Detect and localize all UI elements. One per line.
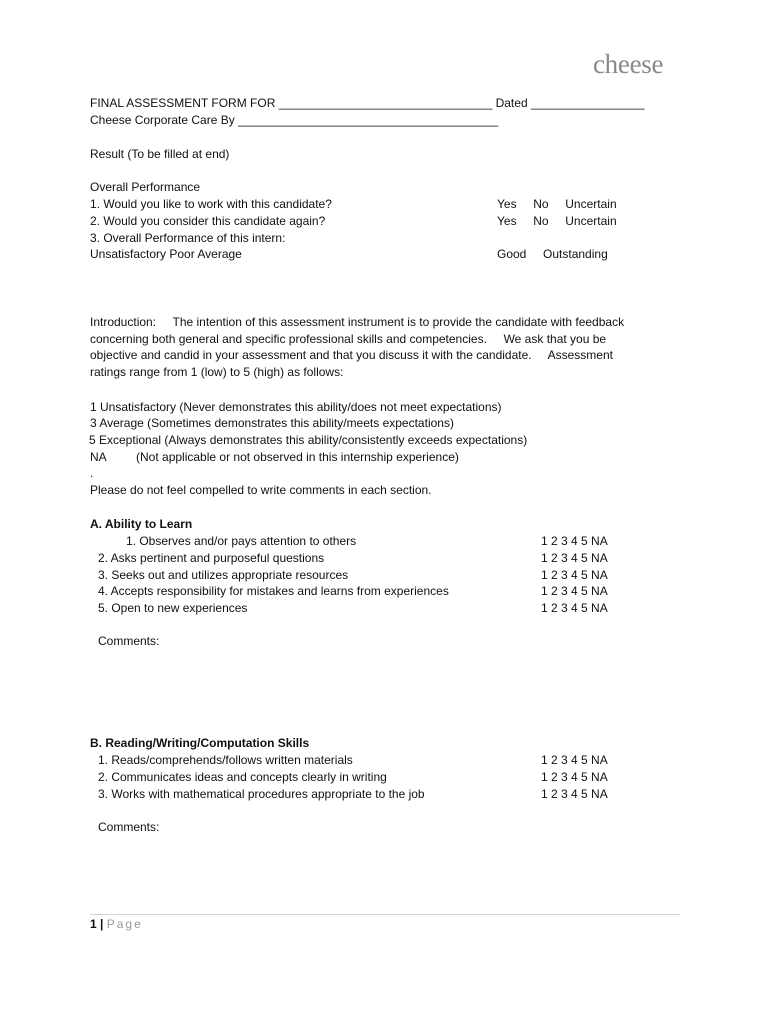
performance-scale-right: Good Outstanding xyxy=(497,247,608,261)
rating-1: 1 Unsatisfactory (Never demonstrates this ability/does not meet expectations) xyxy=(90,400,502,414)
rating-na: NA (Not applicable or not observed in this internship experience) xyxy=(90,450,459,464)
section-a-item-5-scale: 1 2 3 4 5 NA xyxy=(541,601,608,615)
question-2: 2. Would you consider this candidate again? xyxy=(90,214,326,228)
section-b-heading: B. Reading/Writing/Computation Skills xyxy=(90,736,310,750)
section-b-comments-label: Comments: xyxy=(98,820,160,834)
section-a-item-2: 2. Asks pertinent and purposeful questions xyxy=(98,551,325,565)
section-a-item-1: 1. Observes and/or pays attention to others xyxy=(126,534,357,548)
section-a-item-3: 3. Seeks out and utilizes appropriate resources xyxy=(98,568,349,582)
question-1: 1. Would you like to work with this candidate? xyxy=(90,197,332,211)
page-label: Page xyxy=(106,917,143,931)
section-a-item-3-scale: 1 2 3 4 5 NA xyxy=(541,568,608,582)
section-a-item-1-scale: 1 2 3 4 5 NA xyxy=(541,534,608,548)
section-a-heading: A. Ability to Learn xyxy=(90,517,193,531)
cheese-logo: cheese xyxy=(593,49,664,79)
intro-line-1: Introduction: The intention of this assessment instrument is to provide the candidate with feedback xyxy=(90,315,625,329)
section-b-item-3-scale: 1 2 3 4 5 NA xyxy=(541,787,608,801)
section-a-item-5: 5. Open to new experiences xyxy=(98,601,248,615)
section-b-item-2: 2. Communicates ideas and concepts clearly in writing xyxy=(98,770,387,784)
page-footer xyxy=(90,916,143,933)
overall-performance-heading: Overall Performance xyxy=(90,180,201,194)
page-number: 1 xyxy=(90,917,97,931)
footer-divider xyxy=(90,914,680,915)
intro-line-2: concerning both general and specific professional skills and competencies. We ask that you be xyxy=(90,332,607,346)
section-a-item-4: 4. Accepts responsibility for mistakes and learns from experiences xyxy=(98,584,449,598)
section-b-item-1: 1. Reads/comprehends/follows written materials xyxy=(98,753,353,767)
intro-line-4: ratings range from 1 (low) to 5 (high) as follows: xyxy=(90,365,344,379)
page-separator: | xyxy=(96,917,107,931)
rating-dot: . xyxy=(90,466,94,480)
section-b-item-1-scale: 1 2 3 4 5 NA xyxy=(541,753,608,767)
section-b-item-3: 3. Works with mathematical procedures appropriate to the job xyxy=(98,787,425,801)
performance-scale-left: Unsatisfactory Poor Average xyxy=(90,247,242,261)
section-a-comments-label: Comments: xyxy=(98,634,160,648)
rating-3: 3 Average (Sometimes demonstrates this ability/meets expectations) xyxy=(90,416,454,430)
corporate-care-line: Cheese Corporate Care By _______________________________________ xyxy=(90,113,499,127)
rating-5: 5 Exceptional (Always demonstrates this ability/consistently exceeds expectations) xyxy=(89,433,528,447)
question-1-options: Yes No Uncertain xyxy=(497,197,617,211)
section-a-item-2-scale: 1 2 3 4 5 NA xyxy=(541,551,608,565)
question-3: 3. Overall Performance of this intern: xyxy=(90,231,286,245)
section-a-item-4-scale: 1 2 3 4 5 NA xyxy=(541,584,608,598)
section-b-item-2-scale: 1 2 3 4 5 NA xyxy=(541,770,608,784)
question-2-options: Yes No Uncertain xyxy=(497,214,617,228)
comments-note: Please do not feel compelled to write comments in each section. xyxy=(90,483,432,497)
form-title-line: FINAL ASSESSMENT FORM FOR ________________________________ Dated _________________ xyxy=(90,96,645,110)
intro-line-3: objective and candid in your assessment and that you discuss it with the candidate. Assessment xyxy=(90,348,613,362)
result-label: Result (To be filled at end) xyxy=(90,147,230,161)
